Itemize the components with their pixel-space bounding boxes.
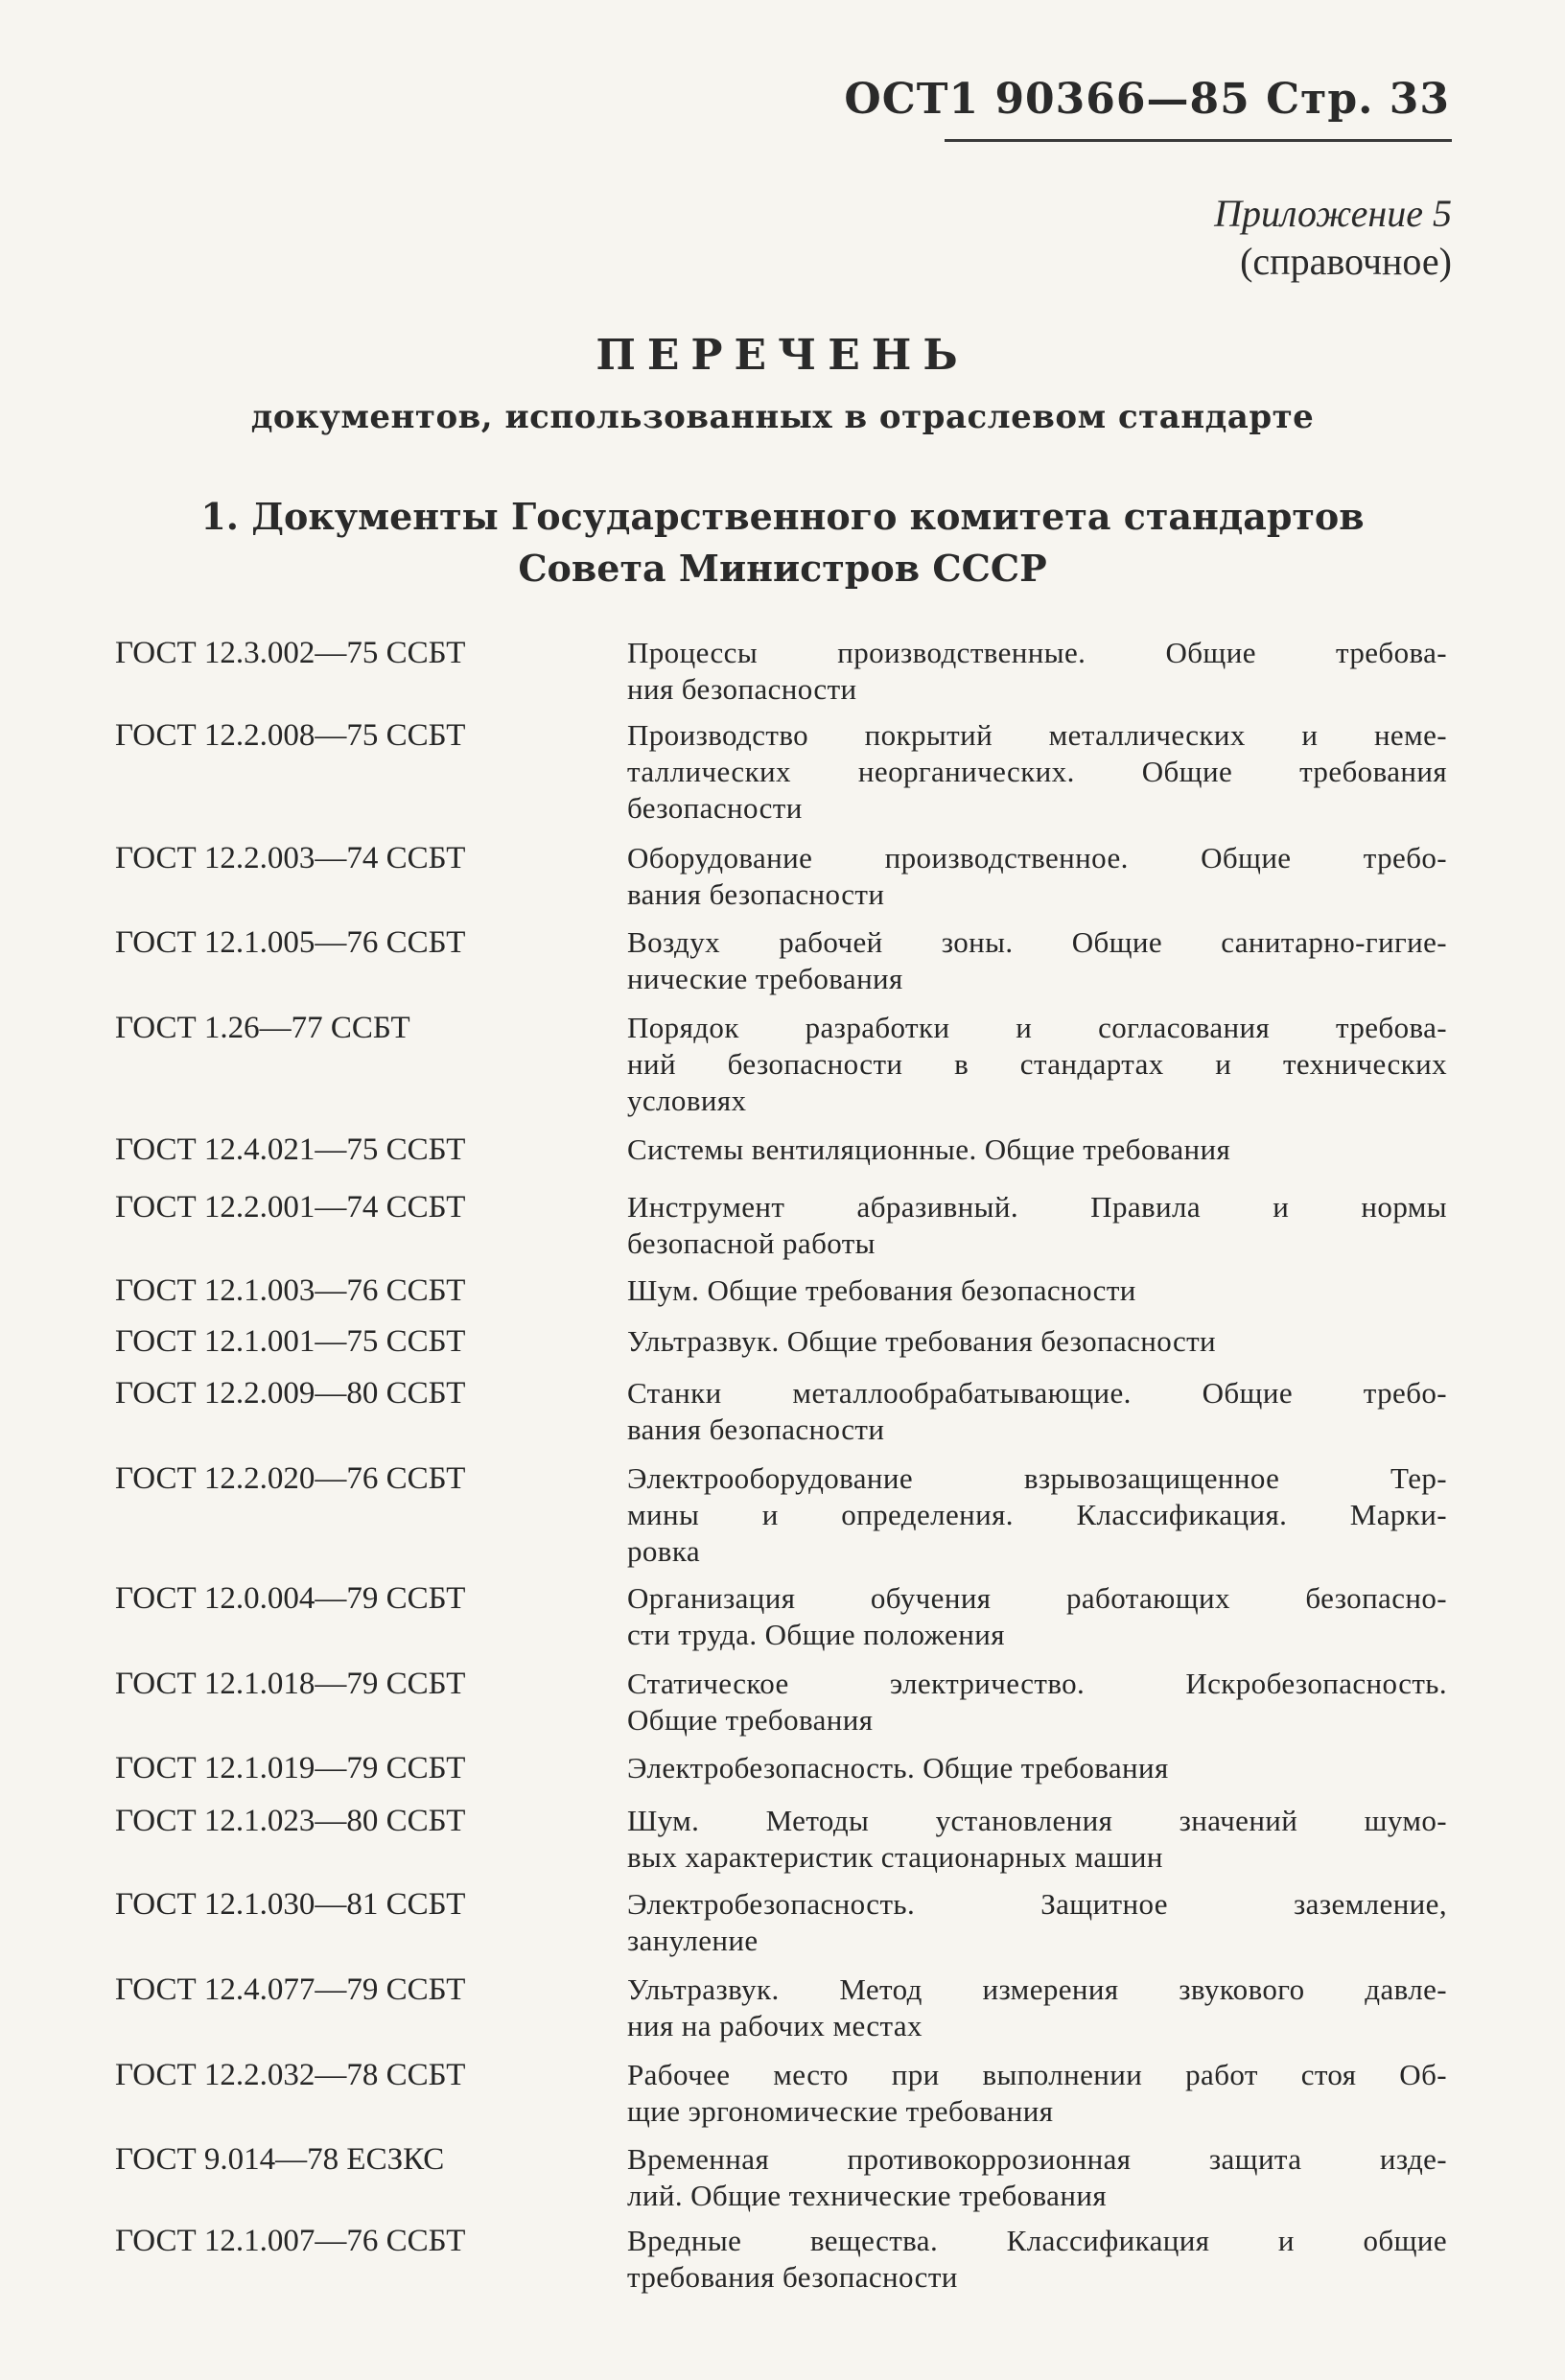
standard-description [627, 2057, 1447, 2130]
header-rule [945, 139, 1452, 142]
standard-code: ГОСТ 12.0.004—79 ССБТ [115, 1581, 466, 1616]
standard-code: ГОСТ 9.014—78 ЕСЗКС [115, 2142, 445, 2177]
description-line: Оборудование производственное. Общие требо- [627, 841, 1447, 875]
description-line: Инструмент абразивный. Правила и нормы [627, 1190, 1447, 1224]
document-subtitle: документов, использованных в отраслевом стандарте [250, 398, 1315, 436]
standard-description [627, 1132, 1447, 1168]
description-line: Рабочее место при выполнении работ стоя Об- [627, 2058, 1447, 2091]
standard-description [627, 1323, 1447, 1360]
standard-code: ГОСТ 12.4.077—79 ССБТ [115, 1972, 466, 2007]
standard-description [627, 1666, 1447, 1738]
description-line: Ультразвук. Общие требования безопасности [627, 1324, 1217, 1358]
description-line: Шум. Методы установления значений шумо- [627, 1804, 1447, 1837]
description-line: требования безопасности [627, 2260, 958, 2294]
standard-code: ГОСТ 12.3.002—75 ССБТ [115, 636, 466, 670]
standard-code: ГОСТ 12.2.001—74 ССБТ [115, 1190, 466, 1225]
description-line: Воздух рабочей зоны. Общие санитарно-гигие- [627, 925, 1447, 959]
description-line: Порядок разработки и согласования требова- [627, 1011, 1447, 1044]
description-line: Электробезопасность. Общие требования [627, 1751, 1169, 1785]
description-line: Вредные вещества. Классификация и общие [627, 2224, 1447, 2257]
description-line: нические требования [627, 962, 903, 995]
standard-code: ГОСТ 12.2.020—76 ССБТ [115, 1461, 466, 1496]
description-line: Производство покрытий металлических и неме- [627, 718, 1447, 752]
description-line: Ультразвук. Метод измерения звукового давле- [627, 1972, 1447, 2006]
description-line: вания безопасности [627, 877, 885, 911]
description-line: вых характеристик стационарных машин [627, 1840, 1163, 1874]
description-line: вания безопасности [627, 1412, 885, 1446]
standard-code: ГОСТ 12.1.001—75 ССБТ [115, 1324, 466, 1359]
standard-description [627, 1189, 1447, 1262]
description-line: ния на рабочих местах [627, 2009, 923, 2042]
standard-code: ГОСТ 12.2.032—78 ССБТ [115, 2058, 466, 2092]
standard-code: ГОСТ 12.2.003—74 ССБТ [115, 841, 466, 875]
standard-description [627, 1375, 1447, 1448]
standard-description [627, 1272, 1447, 1309]
standard-description [627, 1010, 1447, 1119]
description-line: безопасности [627, 791, 803, 825]
standard-description [627, 635, 1447, 708]
appendix-label [1214, 190, 1452, 286]
appendix-title: Приложение 5 [1214, 192, 1452, 235]
standard-code: ГОСТ 12.1.019—79 ССБТ [115, 1751, 466, 1785]
description-line: мины и определения. Классификация. Марки- [627, 1498, 1447, 1531]
standard-description [627, 2223, 1447, 2296]
description-line: Общие требования [627, 1703, 874, 1737]
standard-description [627, 1460, 1447, 1570]
page-header: ОСТ1 90366—85 Стр. 33 [844, 75, 1450, 124]
standard-code: ГОСТ 12.4.021—75 ССБТ [115, 1132, 466, 1167]
standard-code: ГОСТ 12.1.003—76 ССБТ [115, 1273, 466, 1308]
description-line: лий. Общие технические требования [627, 2179, 1107, 2212]
standard-code: ГОСТ 12.2.008—75 ССБТ [115, 718, 466, 753]
standard-code: ГОСТ 12.1.030—81 ССБТ [115, 1887, 466, 1922]
standard-description [627, 1803, 1447, 1876]
standard-description [627, 924, 1447, 997]
standard-description [627, 717, 1447, 827]
appendix-subtitle: (справочное) [1240, 240, 1452, 283]
description-line: Процессы производственные. Общие требова- [627, 636, 1447, 669]
description-line: Временная противокоррозионная защита изде- [627, 2142, 1447, 2176]
standard-description [627, 1580, 1447, 1653]
description-line: Электрооборудование взрывозащищенное Тер- [627, 1461, 1447, 1495]
description-line: щие эргономические требования [627, 2094, 1054, 2128]
standard-code: ГОСТ 1.26—77 ССБТ [115, 1011, 410, 1045]
standard-code: ГОСТ 12.1.005—76 ССБТ [115, 925, 466, 960]
standard-description [627, 1972, 1447, 2044]
description-line: зануление [627, 1924, 759, 1957]
description-line: Электробезопасность. Защитное заземление, [627, 1887, 1447, 1921]
description-line: Системы вентиляционные. Общие требования [627, 1132, 1231, 1166]
standard-description [627, 1750, 1447, 1786]
standard-description [627, 1886, 1447, 1959]
description-line: Организация обучения работающих безопасно- [627, 1581, 1447, 1615]
description-line: таллических неорганических. Общие требования [627, 755, 1447, 788]
description-line: Станки металлообрабатывающие. Общие требо- [627, 1376, 1447, 1410]
section-heading [0, 491, 1565, 595]
description-line: ния безопасности [627, 672, 857, 706]
standard-code: ГОСТ 12.1.023—80 ССБТ [115, 1804, 466, 1838]
description-line: безопасной работы [627, 1226, 876, 1260]
description-line: Шум. Общие требования безопасности [627, 1273, 1136, 1307]
standard-description [627, 840, 1447, 913]
description-line: Статическое электричество. Искробезопасность. [627, 1667, 1447, 1700]
standard-description [627, 2141, 1447, 2214]
description-line: ний безопасности в стандартах и технических [627, 1047, 1447, 1081]
standard-code: ГОСТ 12.1.018—79 ССБТ [115, 1667, 466, 1701]
description-line: ровка [627, 1534, 700, 1568]
section-heading-line1: 1. Документы Государственного комитета стандартов [200, 495, 1365, 538]
description-line: условиях [627, 1084, 747, 1117]
standard-code: ГОСТ 12.1.007—76 ССБТ [115, 2224, 466, 2258]
standard-code: ГОСТ 12.2.009—80 ССБТ [115, 1376, 466, 1411]
description-line: сти труда. Общие положения [627, 1618, 1005, 1651]
section-heading-line2: Совета Министров СССР [518, 547, 1047, 590]
document-title: ПЕРЕЧЕНЬ [596, 331, 969, 380]
